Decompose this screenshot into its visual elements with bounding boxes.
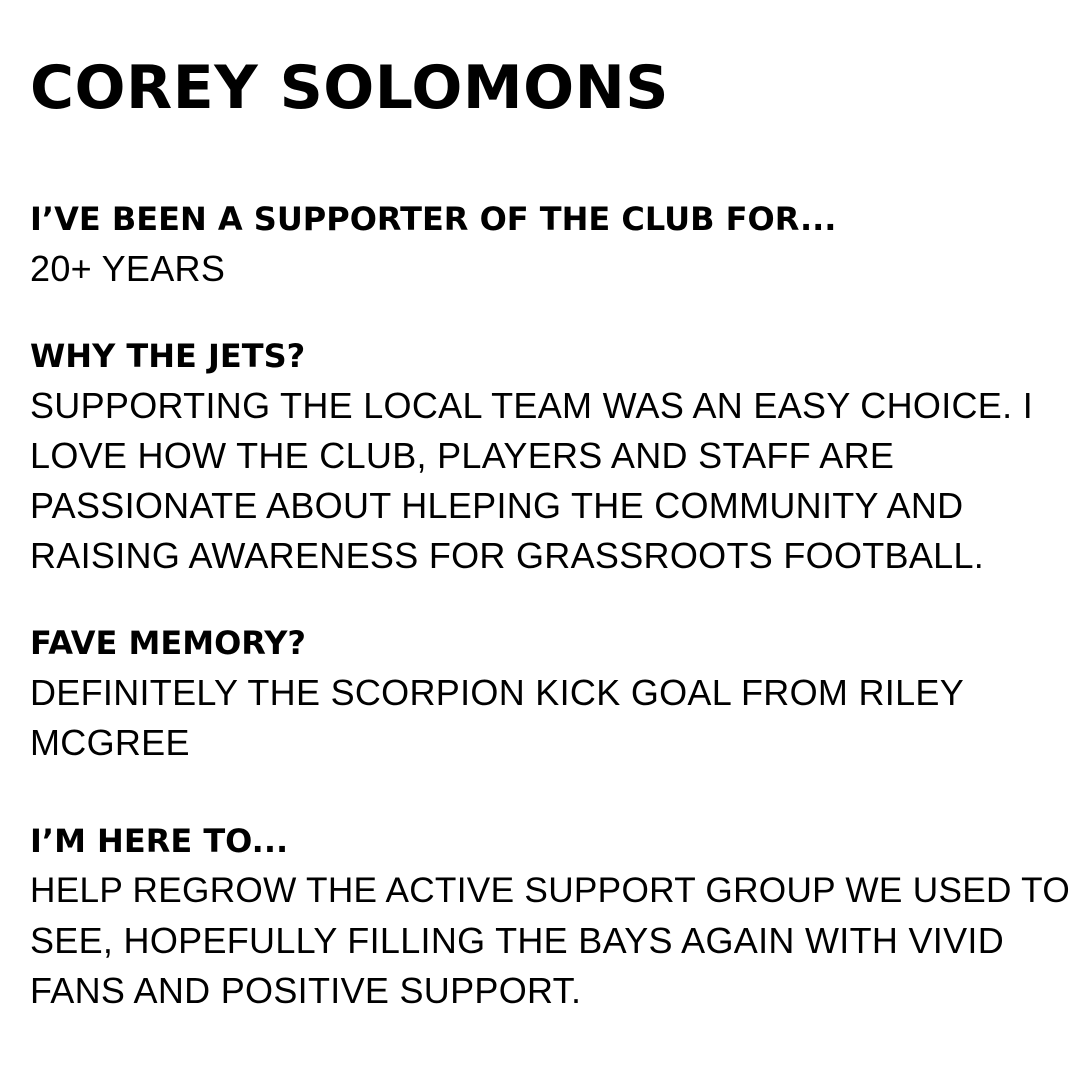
qa-section-supporter-duration (30, 194, 1075, 294)
answer-line: HELP REGROW THE ACTIVE SUPPORT GROUP WE USED TO (30, 871, 1070, 910)
question-heading: FAVE MEMORY? (30, 624, 306, 662)
profile-card (30, 0, 1075, 1080)
answer-line: RAISING AWARENESS FOR GRASSROOTS FOOTBALL. (30, 535, 985, 576)
answer-line: LOVE HOW THE CLUB, PLAYERS AND STAFF ARE (30, 435, 895, 476)
answer-line: PASSIONATE ABOUT HLEPING THE COMMUNITY AND (30, 485, 964, 526)
question-heading: I’VE BEEN A SUPPORTER OF THE CLUB FOR... (30, 200, 837, 238)
qa-section-why-the-jets (30, 331, 1075, 581)
question-heading: I’M HERE TO... (30, 822, 289, 860)
answer-line: FANS AND POSITIVE SUPPORT. (30, 970, 582, 1011)
question-heading: WHY THE JETS? (30, 337, 306, 375)
answer-text (30, 866, 1075, 1016)
qa-section-fave-memory (30, 618, 1075, 768)
answer-line: MCGREE (30, 722, 190, 763)
answer-line: 20+ YEARS (30, 248, 226, 289)
answer-line: SEE, HOPEFULLY FILLING THE BAYS AGAIN WITH VIVID (30, 920, 1004, 961)
qa-section-here-to (30, 816, 1075, 1016)
answer-text (30, 668, 1075, 768)
answer-line: SUPPORTING THE LOCAL TEAM WAS AN EASY CHOICE. I (30, 385, 1034, 426)
answer-text (30, 244, 1075, 294)
answer-text (30, 381, 1075, 581)
answer-line: DEFINITELY THE SCORPION KICK GOAL FROM RILEY (30, 672, 965, 713)
profile-name-title: COREY SOLOMONS (30, 53, 670, 123)
